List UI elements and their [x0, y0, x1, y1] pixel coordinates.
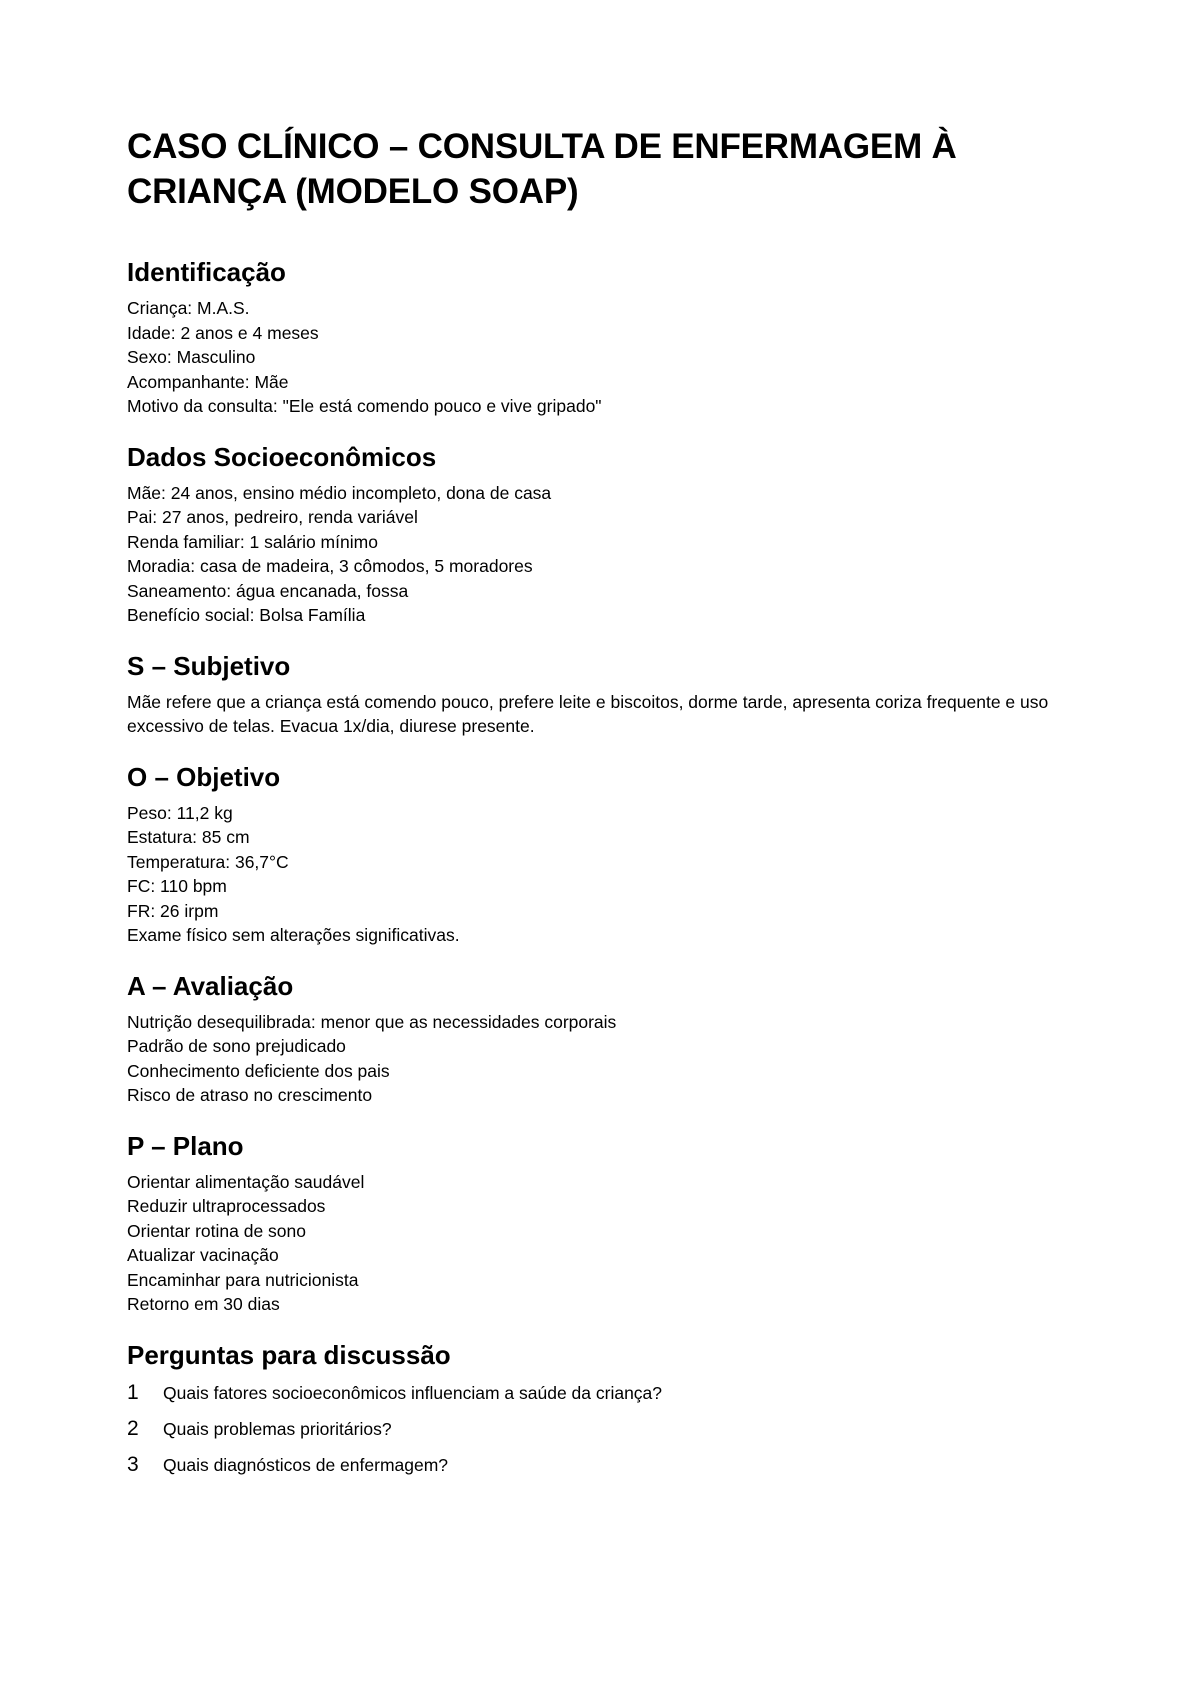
- text-line: Conhecimento deficiente dos pais: [127, 1060, 390, 1081]
- section-avaliacao: [127, 969, 1087, 1108]
- text-line: Estatura: 85 cm: [127, 827, 250, 847]
- text-line: Saneamento: água encanada, fossa: [127, 580, 409, 601]
- document-content: [127, 124, 1087, 1489]
- text-line: Moradia: casa de madeira, 3 cômodos, 5 moradores: [127, 556, 533, 576]
- text-line: Nutrição desequilibrada: menor que as necessidades corporais: [127, 1011, 617, 1032]
- text-line: Sexo: Masculino: [127, 347, 256, 367]
- text-line: Idade: 2 anos e 4 meses: [127, 322, 319, 343]
- section-identificacao: [127, 255, 1087, 419]
- text-line: Temperatura: 36,7°C: [127, 851, 289, 872]
- text-line: Orientar alimentação saudável: [127, 1171, 365, 1192]
- section-socioeconomicos: [127, 440, 1087, 628]
- section-objetivo: [127, 760, 1087, 948]
- section-heading: Perguntas para discussão: [127, 1339, 451, 1370]
- section-lines: [127, 801, 1087, 948]
- text-line: Reduzir ultraprocessados: [127, 1196, 326, 1216]
- question-number: 1: [127, 1380, 139, 1404]
- section-plano: [127, 1129, 1087, 1317]
- section-paragraph: Mãe refere que a criança está comendo pouco, prefere leite e biscoitos, dorme tarde, apresenta coriza frequente e uso excessivo de telas. Evacua 1x/dia, diurese presente.: [127, 691, 1049, 736]
- section-heading: Dados Socioeconômicos: [127, 441, 437, 472]
- section-lines: [127, 296, 1087, 419]
- question-text: Quais fatores socioeconômicos influenciam a saúde da criança?: [163, 1382, 663, 1403]
- text-line: Criança: M.A.S.: [127, 298, 250, 318]
- question-text: Quais problemas prioritários?: [163, 1418, 392, 1439]
- text-line: Pai: 27 anos, pedreiro, renda variável: [127, 507, 418, 527]
- question-item: [127, 1453, 1087, 1489]
- text-line: FR: 26 irpm: [127, 900, 219, 921]
- section-perguntas: [127, 1338, 1087, 1489]
- document-title: CASO CLÍNICO – CONSULTA DE ENFERMAGEM À CRIANÇA (MODELO SOAP): [127, 127, 957, 211]
- text-line: Exame físico sem alterações significativas.: [127, 925, 460, 945]
- question-text: Quais diagnósticos de enfermagem?: [163, 1454, 449, 1475]
- text-line: Peso: 11,2 kg: [127, 802, 233, 823]
- text-line: Atualizar vacinação: [127, 1245, 279, 1265]
- text-line: Mãe: 24 anos, ensino médio incompleto, dona de casa: [127, 482, 552, 503]
- text-line: Retorno em 30 dias: [127, 1294, 280, 1314]
- question-number: 3: [127, 1452, 139, 1476]
- question-list: [127, 1381, 1087, 1489]
- section-heading: P – Plano: [127, 1130, 244, 1161]
- text-line: Risco de atraso no crescimento: [127, 1085, 373, 1105]
- section-heading: S – Subjetivo: [127, 650, 291, 681]
- text-line: Benefício social: Bolsa Família: [127, 605, 366, 625]
- question-item: [127, 1417, 1087, 1453]
- question-number: 2: [127, 1416, 139, 1440]
- text-line: Motivo da consulta: "Ele está comendo pouco e vive gripado": [127, 396, 602, 416]
- text-line: Renda familiar: 1 salário mínimo: [127, 531, 378, 552]
- text-line: FC: 110 bpm: [127, 876, 227, 896]
- text-line: Padrão de sono prejudicado: [127, 1036, 346, 1056]
- section-heading: O – Objetivo: [127, 761, 281, 792]
- section-subjetivo: [127, 649, 1087, 739]
- section-lines: [127, 1170, 1087, 1317]
- text-line: Acompanhante: Mãe: [127, 371, 289, 392]
- text-line: Orientar rotina de sono: [127, 1220, 306, 1241]
- section-heading: Identificação: [127, 257, 286, 287]
- question-item: [127, 1381, 1087, 1417]
- section-lines: [127, 481, 1087, 628]
- text-line: Encaminhar para nutricionista: [127, 1269, 359, 1290]
- section-heading: A – Avaliação: [127, 970, 294, 1001]
- section-lines: [127, 1010, 1087, 1108]
